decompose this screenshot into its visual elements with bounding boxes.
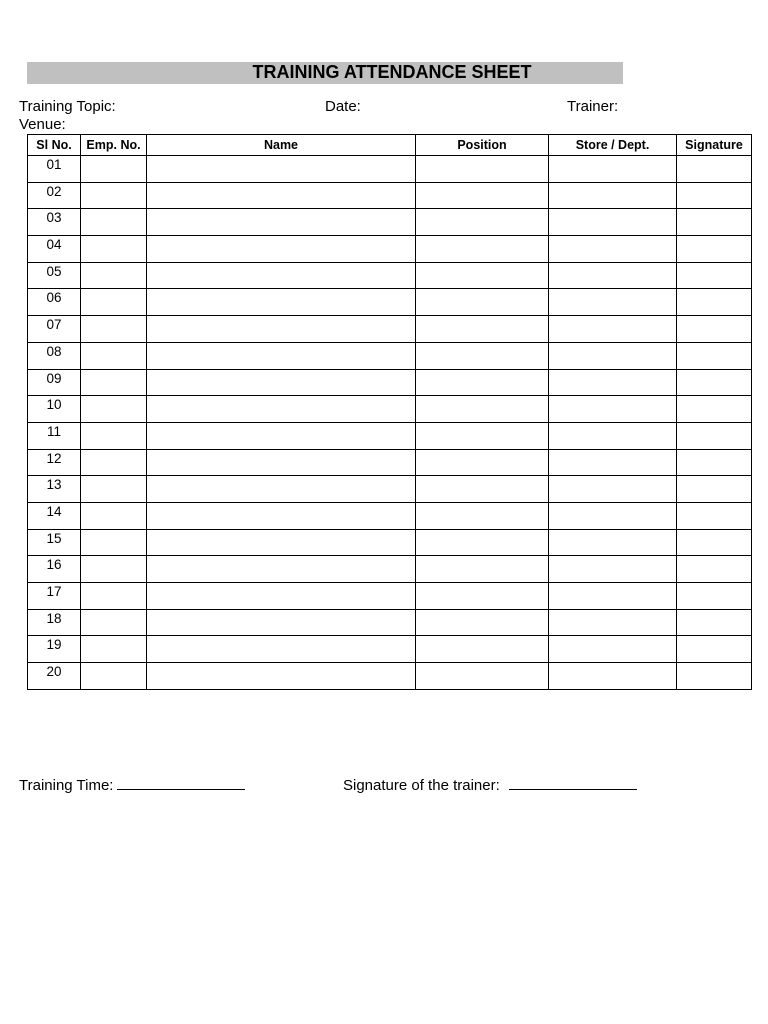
emp-no-cell[interactable]	[81, 236, 147, 263]
table-row	[28, 422, 752, 449]
sl-no-cell: 13	[28, 476, 81, 503]
name-cell[interactable]	[147, 556, 416, 583]
store-dept-cell[interactable]	[549, 369, 677, 396]
signature-cell[interactable]	[677, 342, 752, 369]
signature-cell[interactable]	[677, 156, 752, 183]
sl-no-cell: 04	[28, 236, 81, 263]
name-cell[interactable]	[147, 289, 416, 316]
sl-no-cell: 20	[28, 663, 81, 690]
emp-no-cell[interactable]	[81, 209, 147, 236]
signature-cell[interactable]	[677, 502, 752, 529]
store-dept-cell[interactable]	[549, 236, 677, 263]
store-dept-cell[interactable]	[549, 396, 677, 423]
position-cell[interactable]	[416, 316, 549, 343]
name-cell[interactable]	[147, 369, 416, 396]
signature-cell[interactable]	[677, 369, 752, 396]
emp-no-cell[interactable]	[81, 529, 147, 556]
table-row	[28, 449, 752, 476]
emp-no-cell[interactable]	[81, 289, 147, 316]
position-cell[interactable]	[416, 502, 549, 529]
trainer-signature-label: Signature of the trainer:	[343, 777, 500, 794]
sl-no-cell: 03	[28, 209, 81, 236]
sl-no-cell: 17	[28, 583, 81, 610]
emp-no-cell[interactable]	[81, 422, 147, 449]
signature-cell[interactable]	[677, 182, 752, 209]
position-cell[interactable]	[416, 156, 549, 183]
store-dept-cell[interactable]	[549, 476, 677, 503]
sl-no-cell: 12	[28, 449, 81, 476]
store-dept-cell[interactable]	[549, 502, 677, 529]
store-dept-cell[interactable]	[549, 636, 677, 663]
signature-cell[interactable]	[677, 262, 752, 289]
name-cell[interactable]	[147, 236, 416, 263]
position-cell[interactable]	[416, 422, 549, 449]
position-cell[interactable]	[416, 262, 549, 289]
emp-no-cell[interactable]	[81, 316, 147, 343]
position-cell[interactable]	[416, 182, 549, 209]
name-cell[interactable]	[147, 316, 416, 343]
sl-no-cell: 06	[28, 289, 81, 316]
emp-no-cell[interactable]	[81, 449, 147, 476]
signature-cell[interactable]	[677, 556, 752, 583]
table-row	[28, 289, 752, 316]
name-cell[interactable]	[147, 476, 416, 503]
emp-no-cell[interactable]	[81, 182, 147, 209]
table-row	[28, 529, 752, 556]
store-dept-cell[interactable]	[549, 422, 677, 449]
trainer-signature-field	[343, 776, 637, 794]
sl-no-cell: 15	[28, 529, 81, 556]
table-row	[28, 502, 752, 529]
name-cell[interactable]	[147, 663, 416, 690]
position-cell[interactable]	[416, 636, 549, 663]
sl-no-cell: 11	[28, 422, 81, 449]
table-row	[28, 636, 752, 663]
emp-no-cell[interactable]	[81, 476, 147, 503]
training-time-blank	[117, 776, 245, 790]
sl-no-cell: 09	[28, 369, 81, 396]
store-dept-cell[interactable]	[549, 663, 677, 690]
table-row	[28, 156, 752, 183]
emp-no-cell[interactable]	[81, 583, 147, 610]
table-row	[28, 369, 752, 396]
trainer-label: Trainer:	[567, 98, 619, 115]
table-row	[28, 342, 752, 369]
name-cell[interactable]	[147, 583, 416, 610]
name-cell[interactable]	[147, 262, 416, 289]
name-cell[interactable]	[147, 449, 416, 476]
signature-cell[interactable]	[677, 663, 752, 690]
table-row	[28, 476, 752, 503]
store-dept-cell[interactable]	[549, 209, 677, 236]
sl-no-cell: 02	[28, 182, 81, 209]
store-dept-cell[interactable]	[549, 583, 677, 610]
emp-no-cell[interactable]	[81, 156, 147, 183]
sl-no-cell: 16	[28, 556, 81, 583]
position-cell[interactable]	[416, 236, 549, 263]
sl-no-cell: 07	[28, 316, 81, 343]
signature-cell[interactable]	[677, 236, 752, 263]
training-time-field	[19, 776, 245, 794]
signature-cell[interactable]	[677, 449, 752, 476]
name-cell[interactable]	[147, 209, 416, 236]
name-cell[interactable]	[147, 529, 416, 556]
header-name: Name	[147, 135, 416, 156]
signature-cell[interactable]	[677, 609, 752, 636]
store-dept-cell[interactable]	[549, 342, 677, 369]
position-cell[interactable]	[416, 529, 549, 556]
emp-no-cell[interactable]	[81, 636, 147, 663]
position-cell[interactable]	[416, 449, 549, 476]
table-row	[28, 316, 752, 343]
position-cell[interactable]	[416, 476, 549, 503]
store-dept-cell[interactable]	[549, 156, 677, 183]
trainer-signature-blank	[509, 776, 637, 790]
position-cell[interactable]	[416, 369, 549, 396]
table-row	[28, 209, 752, 236]
name-cell[interactable]	[147, 502, 416, 529]
name-cell[interactable]	[147, 636, 416, 663]
store-dept-cell[interactable]	[549, 262, 677, 289]
signature-cell[interactable]	[677, 316, 752, 343]
table-row	[28, 663, 752, 690]
table-row	[28, 396, 752, 423]
position-cell[interactable]	[416, 556, 549, 583]
header-emp-no: Emp. No.	[81, 135, 147, 156]
emp-no-cell[interactable]	[81, 369, 147, 396]
position-cell[interactable]	[416, 663, 549, 690]
signature-cell[interactable]	[677, 583, 752, 610]
table-row	[28, 182, 752, 209]
emp-no-cell[interactable]	[81, 502, 147, 529]
position-cell[interactable]	[416, 609, 549, 636]
position-cell[interactable]	[416, 342, 549, 369]
header-sl-no: Sl No.	[28, 135, 81, 156]
title-bar	[27, 62, 623, 84]
store-dept-cell[interactable]	[549, 609, 677, 636]
position-cell[interactable]	[416, 289, 549, 316]
sl-no-cell: 14	[28, 502, 81, 529]
sl-no-cell: 18	[28, 609, 81, 636]
store-dept-cell[interactable]	[549, 556, 677, 583]
signature-cell[interactable]	[677, 636, 752, 663]
venue-label: Venue:	[19, 116, 66, 133]
attendance-table	[27, 134, 752, 690]
store-dept-cell[interactable]	[549, 449, 677, 476]
sl-no-cell: 05	[28, 262, 81, 289]
table-row	[28, 609, 752, 636]
signature-cell[interactable]	[677, 396, 752, 423]
header-signature: Signature	[677, 135, 752, 156]
emp-no-cell[interactable]	[81, 396, 147, 423]
store-dept-cell[interactable]	[549, 182, 677, 209]
signature-cell[interactable]	[677, 476, 752, 503]
name-cell[interactable]	[147, 156, 416, 183]
position-cell[interactable]	[416, 209, 549, 236]
table-row	[28, 236, 752, 263]
emp-no-cell[interactable]	[81, 609, 147, 636]
header-position: Position	[416, 135, 549, 156]
name-cell[interactable]	[147, 342, 416, 369]
name-cell[interactable]	[147, 609, 416, 636]
emp-no-cell[interactable]	[81, 342, 147, 369]
table-row	[28, 583, 752, 610]
training-time-label: Training Time:	[19, 777, 114, 794]
name-cell[interactable]	[147, 182, 416, 209]
store-dept-cell[interactable]	[549, 316, 677, 343]
emp-no-cell[interactable]	[81, 262, 147, 289]
table-header-row	[28, 135, 752, 156]
name-cell[interactable]	[147, 422, 416, 449]
page-title: TRAINING ATTENDANCE SHEET	[252, 62, 532, 82]
signature-cell[interactable]	[677, 289, 752, 316]
sl-no-cell: 01	[28, 156, 81, 183]
sl-no-cell: 19	[28, 636, 81, 663]
emp-no-cell[interactable]	[81, 556, 147, 583]
signature-cell[interactable]	[677, 422, 752, 449]
signature-cell[interactable]	[677, 529, 752, 556]
store-dept-cell[interactable]	[549, 529, 677, 556]
name-cell[interactable]	[147, 396, 416, 423]
header-store-dept: Store / Dept.	[549, 135, 677, 156]
position-cell[interactable]	[416, 396, 549, 423]
training-topic-label: Training Topic:	[19, 98, 116, 115]
emp-no-cell[interactable]	[81, 663, 147, 690]
sl-no-cell: 08	[28, 342, 81, 369]
store-dept-cell[interactable]	[549, 289, 677, 316]
position-cell[interactable]	[416, 583, 549, 610]
sl-no-cell: 10	[28, 396, 81, 423]
signature-cell[interactable]	[677, 209, 752, 236]
date-label: Date:	[325, 98, 361, 115]
table-row	[28, 556, 752, 583]
table-row	[28, 262, 752, 289]
